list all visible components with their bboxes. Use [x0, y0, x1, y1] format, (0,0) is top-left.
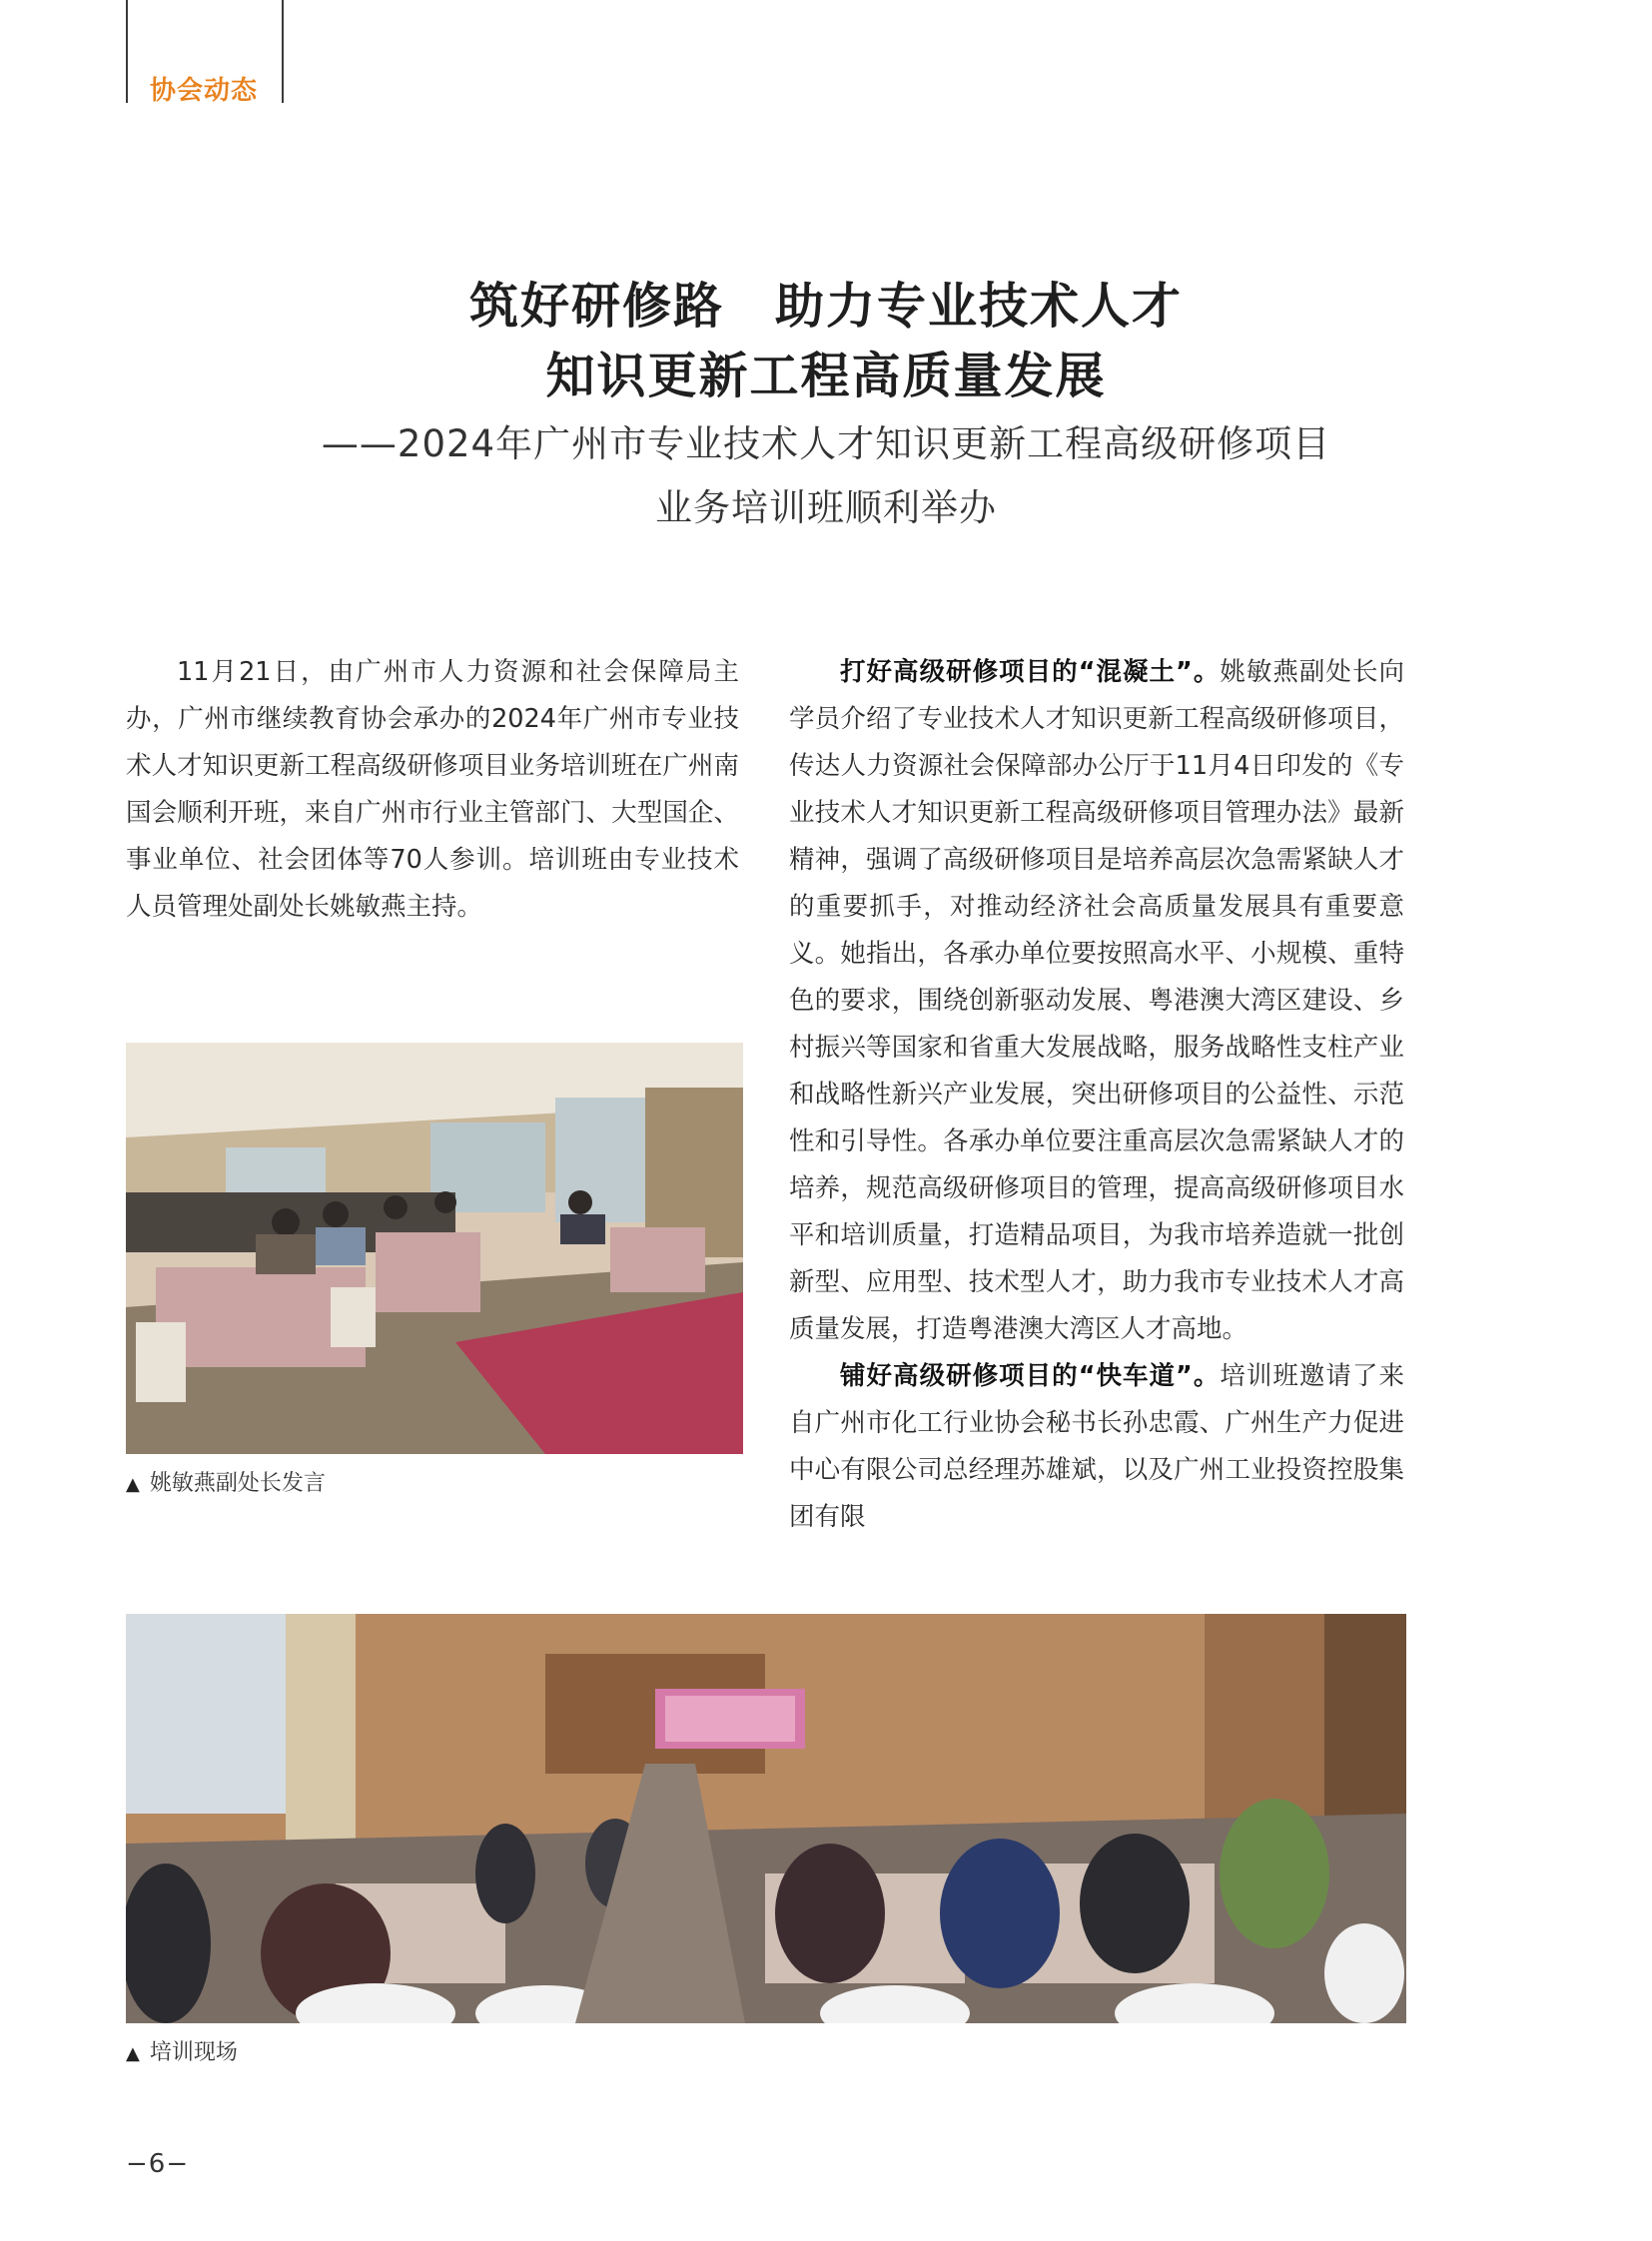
photo-caption-text: 姚敏燕副处长发言 — [149, 1471, 326, 1496]
article-title-line-2: 知识更新工程高质量发展 — [545, 348, 1107, 404]
left-column — [126, 649, 739, 931]
paragraph-lead: 打好高级研修项目的“混凝土”。 — [840, 657, 1221, 687]
paragraph-fast-lane — [789, 1353, 1404, 1541]
paragraph-text: 姚敏燕副处长向学员介绍了专业技术人才知识更新工程高级研修项目，传达人力资源社会保障部办公厅于11月4日印发的《专业技术人才知识更新工程高级研修项目管理办法》最新精神，强调了高级研修项目是培养高层次急需紧缺人才的重要抓手，对推动经济社会高质量发展具有重要意义。她指出，各承办单位要按照高水平、小规模、重特色的要求，围绕创新驱动发展、粤港澳大湾区建设、乡村振兴等国家和省重大发展战略，服务战略性支柱产业和战略性新兴产业发展，突出研修项目的公益性、示范性和引导性。各承办单位要注重高层次急需紧缺人才的培养，规范高级研修项目的管理，提高高级研修项目水平和培训质量，打造精品项目，为我市培养造就一批创新型、应用型、技术型人才，助力我市专业技术人才高质量发展，打造粤港澳大湾区人才高地。 — [789, 657, 1404, 1344]
article-title-line-1: 筑好研修路 助力专业技术人才 — [468, 278, 1183, 335]
photo-caption-text: 培训现场 — [149, 2040, 238, 2065]
paragraph-concrete — [789, 649, 1404, 1353]
photo-caption-2 — [126, 2035, 238, 2066]
paragraph-text: 培训班邀请了来自广州市化工行业协会秘书长孙忠霞、广州生产力促进中心有限公司总经理苏雄斌，以及广州工业投资控股集团有限 — [789, 1361, 1404, 1532]
article-subtitle-line-2: 业务培训班顺利举办 — [655, 486, 997, 529]
intro-paragraph: 11月21日，由广州市人力资源和社会保障局主办，广州市继续教育协会承办的2024年广州市专业技术人才知识更新工程高级研修项目业务培训班在广州南国会顺利开班，来自广州市行业主管部门、大型国企、事业单位、社会团体等70人参训。培训班由专业技术人员管理处副处长姚敏燕主持。 — [126, 657, 739, 922]
article-subtitle-line-1: ——2024年广州市专业技术人才知识更新工程高级研修项目 — [321, 422, 1331, 465]
paragraph-lead: 铺好高级研修项目的“快车道”。 — [840, 1361, 1221, 1391]
section-tag: 协会动态 — [150, 76, 259, 106]
right-column — [789, 649, 1404, 1541]
triangle-icon: ▲ — [126, 2043, 140, 2064]
triangle-icon: ▲ — [126, 1474, 140, 1495]
article-title-block — [0, 272, 1652, 539]
meeting-photo-training — [126, 1614, 1406, 2023]
photo-caption-1 — [126, 1466, 326, 1497]
page-number: −6− — [126, 2149, 190, 2179]
meeting-photo-speaker — [126, 1043, 743, 1454]
